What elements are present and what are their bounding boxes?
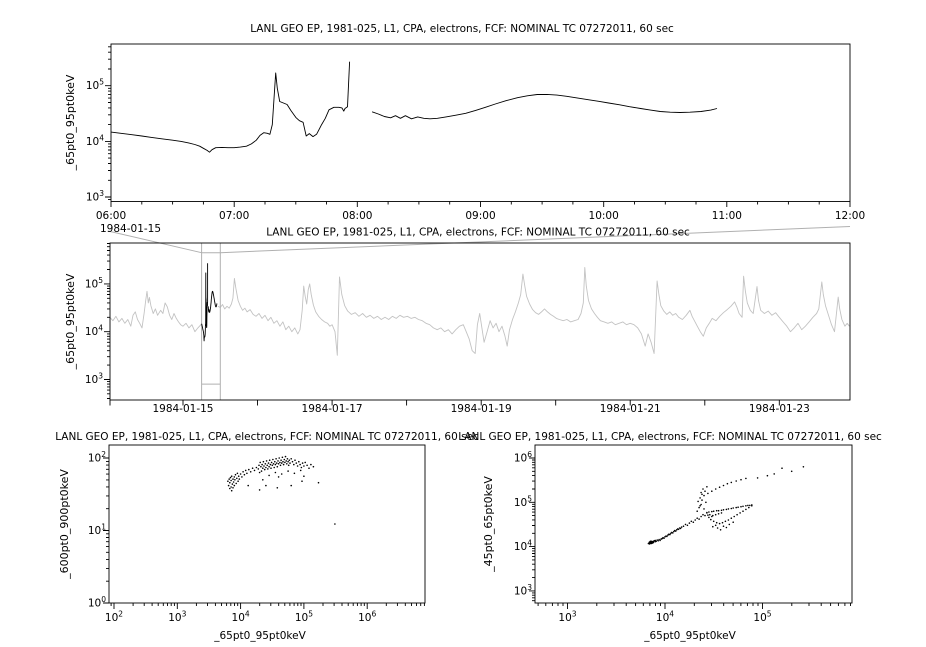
p2-x-tick-label: 1984-01-19 (450, 403, 512, 415)
p3-point (310, 464, 312, 466)
p3-point (258, 468, 260, 470)
p4-point (803, 466, 805, 468)
p3-point (334, 523, 336, 525)
p3-point (278, 476, 280, 478)
p4-point (672, 532, 674, 534)
p4-point (708, 511, 710, 513)
p4-point (737, 506, 739, 508)
p4-y-ticks (529, 458, 535, 601)
p3-point (230, 486, 232, 488)
p3-point (301, 480, 303, 482)
p3-point (234, 485, 236, 487)
panel1-title: LANL GEO EP, 1981-025, L1, CPA, electrons, FCF: NOMINAL TC 07272011, 60 sec (250, 23, 674, 35)
p3-point (303, 465, 305, 467)
p3-point (230, 480, 232, 482)
p4-point (701, 499, 703, 501)
p4-point (728, 519, 730, 521)
panel3-title: LANL GEO EP, 1981-025, L1, CPA, electrons, FCF: NOMINAL TC 07272011, 60 sec (55, 431, 479, 443)
p4-point (655, 541, 657, 543)
p3-point (240, 473, 242, 475)
p3-point (285, 456, 287, 458)
p1-x-tick-label: 11:00 (711, 210, 742, 222)
p3-point (268, 475, 270, 477)
p4-point (740, 479, 742, 481)
p4-point (709, 514, 711, 516)
p3-point (293, 464, 295, 466)
p3-point (261, 464, 263, 466)
p3-point (288, 465, 290, 467)
p3-point (230, 477, 232, 479)
p3-point (227, 480, 229, 482)
p2-y-tick-label: $10^5$ (84, 275, 103, 291)
p4-point (683, 525, 685, 527)
p4-point (732, 521, 734, 523)
p3-point (278, 463, 280, 465)
p3-y-tick-label: $10^0$ (87, 595, 106, 610)
p4-point (711, 516, 713, 518)
p3-point (259, 489, 261, 491)
p3-point (302, 462, 304, 464)
p3-point (284, 459, 286, 461)
p4-point (713, 510, 715, 512)
p4-point (653, 542, 655, 544)
p4-point (731, 517, 733, 519)
p4-x-tick-label: $10^4$ (655, 609, 675, 624)
p4-point (757, 477, 759, 479)
p3-point (237, 473, 239, 475)
p4-point (685, 524, 687, 526)
p3-point (236, 478, 238, 480)
p3-point (265, 463, 267, 465)
p3-point (263, 465, 265, 467)
p4-point (651, 543, 653, 545)
p3-point (268, 466, 270, 468)
p4-point (716, 522, 718, 524)
p3-point (261, 470, 263, 472)
p3-point (303, 475, 305, 477)
p3-point (248, 469, 250, 471)
p3-point (233, 481, 235, 483)
p3-point (283, 464, 285, 466)
p2-x-tick-label: 1984-01-17 (301, 403, 363, 415)
p3-point (265, 485, 267, 487)
p3-point (259, 462, 261, 464)
p3-point (258, 465, 260, 467)
p3-point (287, 458, 289, 460)
p4-point (693, 521, 695, 523)
p3-point (299, 464, 301, 466)
p4-point (700, 516, 702, 518)
p3-point (313, 466, 315, 468)
p4-point (747, 505, 749, 507)
panel1-ylabel: _65pt0_95pt0keV (64, 74, 77, 171)
p4-point (735, 480, 737, 482)
panel2-ylabel: _65pt0_95pt0keV (64, 273, 77, 370)
p3-point (263, 461, 265, 463)
p3-point (282, 461, 284, 463)
p4-point (726, 509, 728, 511)
p4-point (663, 537, 665, 539)
p2-y-tick-label: $10^3$ (84, 371, 103, 386)
p3-y-tick-label: $10^1$ (87, 522, 106, 538)
panel4-xlabel: _65pt0_95pt0keV (644, 630, 736, 642)
p3-point (275, 472, 277, 474)
p1-x-tick-label: 08:00 (342, 210, 373, 222)
p4-point (781, 467, 783, 469)
p4-point (700, 504, 702, 506)
p3-point (294, 459, 296, 461)
p3-point (280, 459, 282, 461)
p4-point (711, 511, 713, 513)
p2-x-tick-label: 1984-01-15 (152, 403, 214, 415)
p3-point (262, 479, 264, 481)
p3-point (279, 462, 281, 464)
p3-point (266, 465, 268, 467)
p3-point (265, 467, 267, 469)
p3-point (281, 473, 283, 475)
p3-point (290, 458, 292, 460)
p4-point (649, 542, 651, 544)
p1-x-tick-label: 09:00 (465, 210, 496, 222)
p3-point (250, 471, 252, 473)
p4-point (739, 512, 741, 514)
p4-point (731, 508, 733, 510)
p3-point (285, 460, 287, 462)
p4-point (715, 514, 717, 516)
p4-point (731, 482, 733, 484)
p4-point (713, 521, 715, 523)
p3-point (308, 467, 310, 469)
p4-y-tick-label: $10^4$ (513, 538, 532, 554)
p3-point (228, 485, 230, 487)
p4-point (681, 526, 683, 528)
p3-point (273, 467, 275, 469)
p3-point (245, 470, 247, 472)
p4-y-tick-label: $10^5$ (513, 494, 532, 509)
p4-point (702, 514, 704, 516)
p3-point (277, 466, 279, 468)
p3-point (267, 468, 269, 470)
p4-point (678, 529, 680, 531)
date-sublabel: 1984-01-15 (100, 223, 162, 235)
p4-point (689, 522, 691, 524)
p1-x-tick-label: 10:00 (588, 210, 619, 222)
p3-point (264, 469, 266, 471)
p1-y-ticks (105, 47, 111, 200)
p3-point (260, 466, 262, 468)
p4-point (657, 540, 659, 542)
p4-point (669, 534, 671, 536)
p4-point (708, 517, 710, 519)
p4-point (702, 488, 704, 490)
p4-point (733, 516, 735, 518)
p3-point (268, 462, 270, 464)
p4-point (721, 512, 723, 514)
p4-point (729, 524, 731, 526)
p4-point (723, 509, 725, 511)
timeseries-overview-panel (85, 227, 850, 416)
p3-point (232, 478, 234, 480)
p3-point (306, 465, 308, 467)
panel4-title: LANL GEO EP, 1981-025, L1, CPA, electrons, FCF: NOMINAL TC 07272011, 60 sec (458, 431, 882, 443)
p3-point (259, 472, 261, 474)
p3-x-ticks (111, 603, 424, 609)
p4-point (703, 508, 705, 510)
p4-point (742, 506, 744, 508)
p3-point (235, 474, 237, 476)
p3-point (282, 457, 284, 459)
p4-point (697, 501, 699, 503)
p3-point (296, 462, 298, 464)
p4-point (687, 525, 689, 527)
p4-y-tick-label: $10^3$ (513, 582, 532, 598)
p3-point (300, 470, 302, 472)
p3-point (304, 462, 306, 464)
p4-point (745, 509, 747, 511)
p4-point (748, 507, 750, 509)
p4-point (721, 510, 723, 512)
p3-point (237, 480, 239, 482)
p4-point (707, 493, 709, 495)
p3-x-tick-label: $10^5$ (294, 609, 313, 624)
p1-x-tick-label: 12:00 (834, 210, 866, 222)
p3-point (287, 470, 289, 472)
p4-point (717, 527, 719, 529)
p4-point (742, 510, 744, 512)
p4-point (700, 492, 702, 494)
p3-point (269, 459, 271, 461)
p4-point (773, 473, 775, 475)
scatter-panel-right (514, 445, 852, 624)
p3-point (284, 462, 286, 464)
panel3-ylabel: _600pt0_900pt0keV (58, 469, 71, 579)
p4-point (696, 517, 698, 519)
p3-point (274, 461, 276, 463)
p4-point (675, 530, 677, 532)
p4-point (767, 475, 769, 477)
timeseries-zoom-panel (86, 44, 865, 222)
p3-point (242, 471, 244, 473)
p4-point (736, 514, 738, 516)
p3-x-tick-label: $10^2$ (104, 609, 124, 624)
p4-point (707, 514, 709, 516)
p3-point (229, 488, 231, 490)
p3-point (234, 476, 236, 478)
p4-point (704, 515, 706, 517)
p3-point (292, 461, 294, 463)
p3-point (244, 474, 246, 476)
p3-point (294, 473, 296, 475)
p3-point (273, 463, 275, 465)
p4-point (694, 519, 696, 521)
p3-point (275, 464, 277, 466)
p3-point (289, 462, 291, 464)
p4-point (719, 486, 721, 488)
p4-point (745, 478, 747, 480)
p3-point (235, 483, 237, 485)
p4-point (680, 528, 682, 530)
p2-x-tick-label: 1984-01-23 (748, 403, 810, 415)
p3-point (275, 458, 277, 460)
p1-y-tick-label: $10^3$ (85, 189, 104, 204)
p1-plot-area[interactable] (111, 44, 850, 202)
p3-point (272, 459, 274, 461)
p3-point (234, 479, 236, 481)
p4-point (703, 495, 705, 497)
p4-point (728, 508, 730, 510)
p4-point (691, 521, 693, 523)
p4-point (725, 521, 727, 523)
p3-point (232, 483, 234, 485)
p3-point (241, 476, 243, 478)
p4-point (727, 483, 729, 485)
panel3-xlabel: _65pt0_95pt0keV (214, 630, 306, 642)
p3-point (239, 478, 241, 480)
p4-point (698, 518, 700, 520)
p3-point (246, 473, 248, 475)
p4-point (745, 505, 747, 507)
p4-point (666, 536, 668, 538)
p4-point (696, 510, 698, 512)
p4-point (791, 471, 793, 473)
p4-point (701, 494, 703, 496)
p3-point (277, 487, 279, 489)
p3-point (286, 463, 288, 465)
p4-point (723, 525, 725, 527)
p3-point (231, 490, 233, 492)
p4-point (720, 529, 722, 531)
p3-point (278, 457, 280, 459)
p3-point (272, 465, 274, 467)
p4-point (710, 519, 712, 521)
p4-point (715, 488, 717, 490)
p4-x-tick-label: $10^3$ (558, 609, 577, 624)
p3-x-tick-label: $10^4$ (231, 609, 250, 624)
p4-point (706, 486, 708, 488)
p4-point (659, 540, 661, 542)
p2-y-ticks (104, 244, 110, 399)
p4-point (740, 506, 742, 508)
p4-x-tick-label: $10^5$ (753, 609, 772, 624)
p4-point (704, 490, 706, 492)
p3-y-tick-label: $10^2$ (87, 450, 106, 465)
p1-x-tick-label: 07:00 (219, 210, 250, 222)
p4-y-tick-label: $10^6$ (513, 449, 532, 465)
p3-plot-area[interactable] (109, 445, 425, 603)
p3-point (270, 464, 272, 466)
p3-point (297, 465, 299, 467)
p4-point (706, 512, 708, 514)
p3-point (266, 460, 268, 462)
p2-plot-area[interactable] (110, 243, 850, 400)
p4-plot-area[interactable] (535, 445, 852, 603)
p3-point (298, 461, 300, 463)
p1-y-tick-label: $10^4$ (85, 133, 104, 148)
p4-x-ticks (538, 603, 850, 609)
p4-point (751, 505, 753, 507)
p4-point (726, 527, 728, 529)
scatter-panel-left (88, 445, 425, 624)
panel2-title: LANL GEO EP, 1981-025, L1, CPA, electrons, FCF: NOMINAL TC 07272011, 60 sec (266, 226, 690, 239)
p4-point (650, 541, 652, 543)
p1-x-tick-label: 06:00 (95, 210, 127, 222)
p3-point (287, 461, 289, 463)
p4-point (699, 505, 701, 507)
p3-point (280, 465, 282, 467)
p2-y-tick-label: $10^4$ (84, 323, 103, 339)
p4-point (718, 510, 720, 512)
p3-point (318, 482, 320, 484)
panel4-ylabel: _45pt0_65pt0keV (482, 476, 495, 572)
p4-point (699, 497, 701, 499)
p3-point (276, 462, 278, 464)
p4-point (719, 523, 721, 525)
p3-point (281, 462, 283, 464)
p3-x-tick-label: $10^3$ (168, 609, 187, 624)
p4-point (723, 485, 725, 487)
p4-point (705, 502, 707, 504)
p3-point (290, 485, 292, 487)
p1-x-ticks (111, 202, 850, 208)
p3-point (238, 475, 240, 477)
p3-point (277, 460, 279, 462)
p3-point (256, 467, 258, 469)
p4-point (698, 507, 700, 509)
p3-point (252, 467, 254, 469)
p4-point (715, 525, 717, 527)
p3-point (232, 487, 234, 489)
p4-point (711, 490, 713, 492)
p3-point (228, 478, 230, 480)
p3-x-tick-label: $10^6$ (358, 609, 377, 624)
p3-point (289, 459, 291, 461)
p3-point (254, 470, 256, 472)
p3-point (229, 482, 231, 484)
p4-point (718, 513, 720, 515)
p4-point (735, 507, 737, 509)
p4-point (712, 526, 714, 528)
p1-y-tick-label: $10^5$ (85, 77, 104, 93)
p3-point (301, 467, 303, 469)
p2-x-tick-label: 1984-01-21 (599, 403, 661, 415)
p4-point (749, 505, 751, 507)
p3-point (231, 475, 233, 477)
p3-point (247, 485, 249, 487)
p4-point (722, 522, 724, 524)
p3-point (262, 467, 264, 469)
p3-point (271, 462, 273, 464)
p4-point (732, 507, 734, 509)
p3-point (270, 467, 272, 469)
p4-point (716, 510, 718, 512)
